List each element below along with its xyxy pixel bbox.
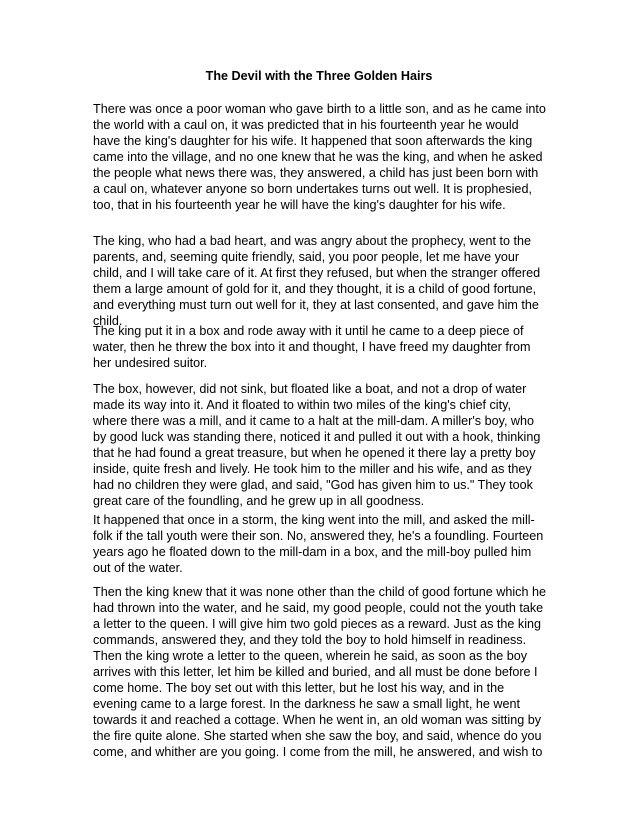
text-line: come home. The boy set out with this letter, but he lost his way, and in the (93, 681, 505, 695)
text-line: child, and I will take care of it. At first they refused, but when the stranger offered (93, 266, 541, 280)
paragraph (93, 584, 638, 760)
text-line: had thrown into the water, and he said, my good people, could not the youth take (93, 601, 544, 615)
text-line: The king put it in a box and rode away with it until he came to a deep piece of (93, 324, 524, 338)
text-line: Then the king wrote a letter to the queen, wherein he said, as soon as the boy (93, 649, 528, 663)
text-line: a caul on, whatever anyone so born undertakes turns out well. It is prophesied, (93, 182, 532, 196)
text-line: come, and whither are you going. I come from the mill, he answered, and wish to (93, 745, 543, 759)
text-line: commands, answered they, and they told the boy to hold himself in readiness. (93, 633, 527, 647)
text-line: the world with a caul on, it was predicted that in his fourteenth year he would (93, 118, 519, 132)
text-line: a letter to the queen. I will give him two gold pieces as a reward. Just as the king (93, 617, 542, 631)
text-line: and everything must turn out well for it, they at last consented, and gave him the (93, 298, 539, 312)
paragraph (93, 381, 638, 509)
document-title: The Devil with the Three Golden Hairs (205, 69, 433, 83)
text-line: arrives with this letter, let him be killed and buried, and all must be done before I (93, 665, 538, 679)
text-line: Then the king knew that it was none other than the child of good fortune which he (93, 585, 546, 599)
text-line: There was once a poor woman who gave birth to a little son, and as he came into (93, 102, 546, 116)
text-line: out of the water. (93, 561, 183, 575)
text-line: her undesired suitor. (93, 356, 208, 370)
text-line: had no children they were glad, and said, "God has given him to us." They took (93, 478, 533, 492)
text-line: too, that in his fourteenth year he will have the king's daughter for his wife. (93, 198, 506, 212)
text-line: the people what news there was, they answered, a child has just been born with (93, 166, 539, 180)
text-line: made its way into it. And it floated to within two miles of the king's chief city, (93, 398, 511, 412)
text-line: them a large amount of gold for it, and they thought, it is a child of good fortune, (93, 282, 537, 296)
text-line: It happened that once in a storm, the king went into the mill, and asked the mill- (93, 513, 535, 527)
text-line: towards it and reached a cottage. When he went in, an old woman was sitting by (93, 713, 542, 727)
text-line: great care of the foundling, and he grew up in all goodness. (93, 494, 425, 508)
text-line: parents, and, seeming quite friendly, said, you poor people, let me have your (93, 250, 520, 264)
text-line: where there was a mill, and it came to a halt at the mill-dam. A miller's boy, who (93, 414, 535, 428)
text-line: the fire quite alone. She started when she saw the boy, and said, whence do you (93, 729, 542, 743)
paragraph (93, 512, 638, 576)
text-line: inside, quite fresh and lively. He took him to the miller and his wife, and as they (93, 462, 532, 476)
text-line: The king, who had a bad heart, and was angry about the prophecy, went to the (93, 234, 532, 248)
paragraph (93, 323, 638, 371)
text-line: child. (93, 314, 123, 328)
text-line: have the king's daughter for his wife. It happened that soon afterwards the king (93, 134, 533, 148)
text-line: years ago he floated down to the mill-dam in a box, and the mill-boy pulled him (93, 545, 532, 559)
paragraph (93, 101, 638, 213)
text-line: folk if the tall youth were their son. No, answered they, he's a foundling. Fourteen (93, 529, 544, 543)
text-line: by good luck was standing there, noticed it and pulled it out with a hook, thinking (93, 430, 541, 444)
text-line: that he had found a great treasure, but when he opened it there lay a pretty boy (93, 446, 536, 460)
text-line: water, then he threw the box into it and thought, I have freed my daughter from (93, 340, 531, 354)
text-line: The box, however, did not sink, but floated like a boat, and not a drop of water (93, 382, 527, 396)
paragraph (93, 233, 638, 329)
text-line: came into the village, and no one knew that he was the king, and when he asked (93, 150, 543, 164)
text-line: evening came to a large forest. In the darkness he saw a small light, he went (93, 697, 521, 711)
